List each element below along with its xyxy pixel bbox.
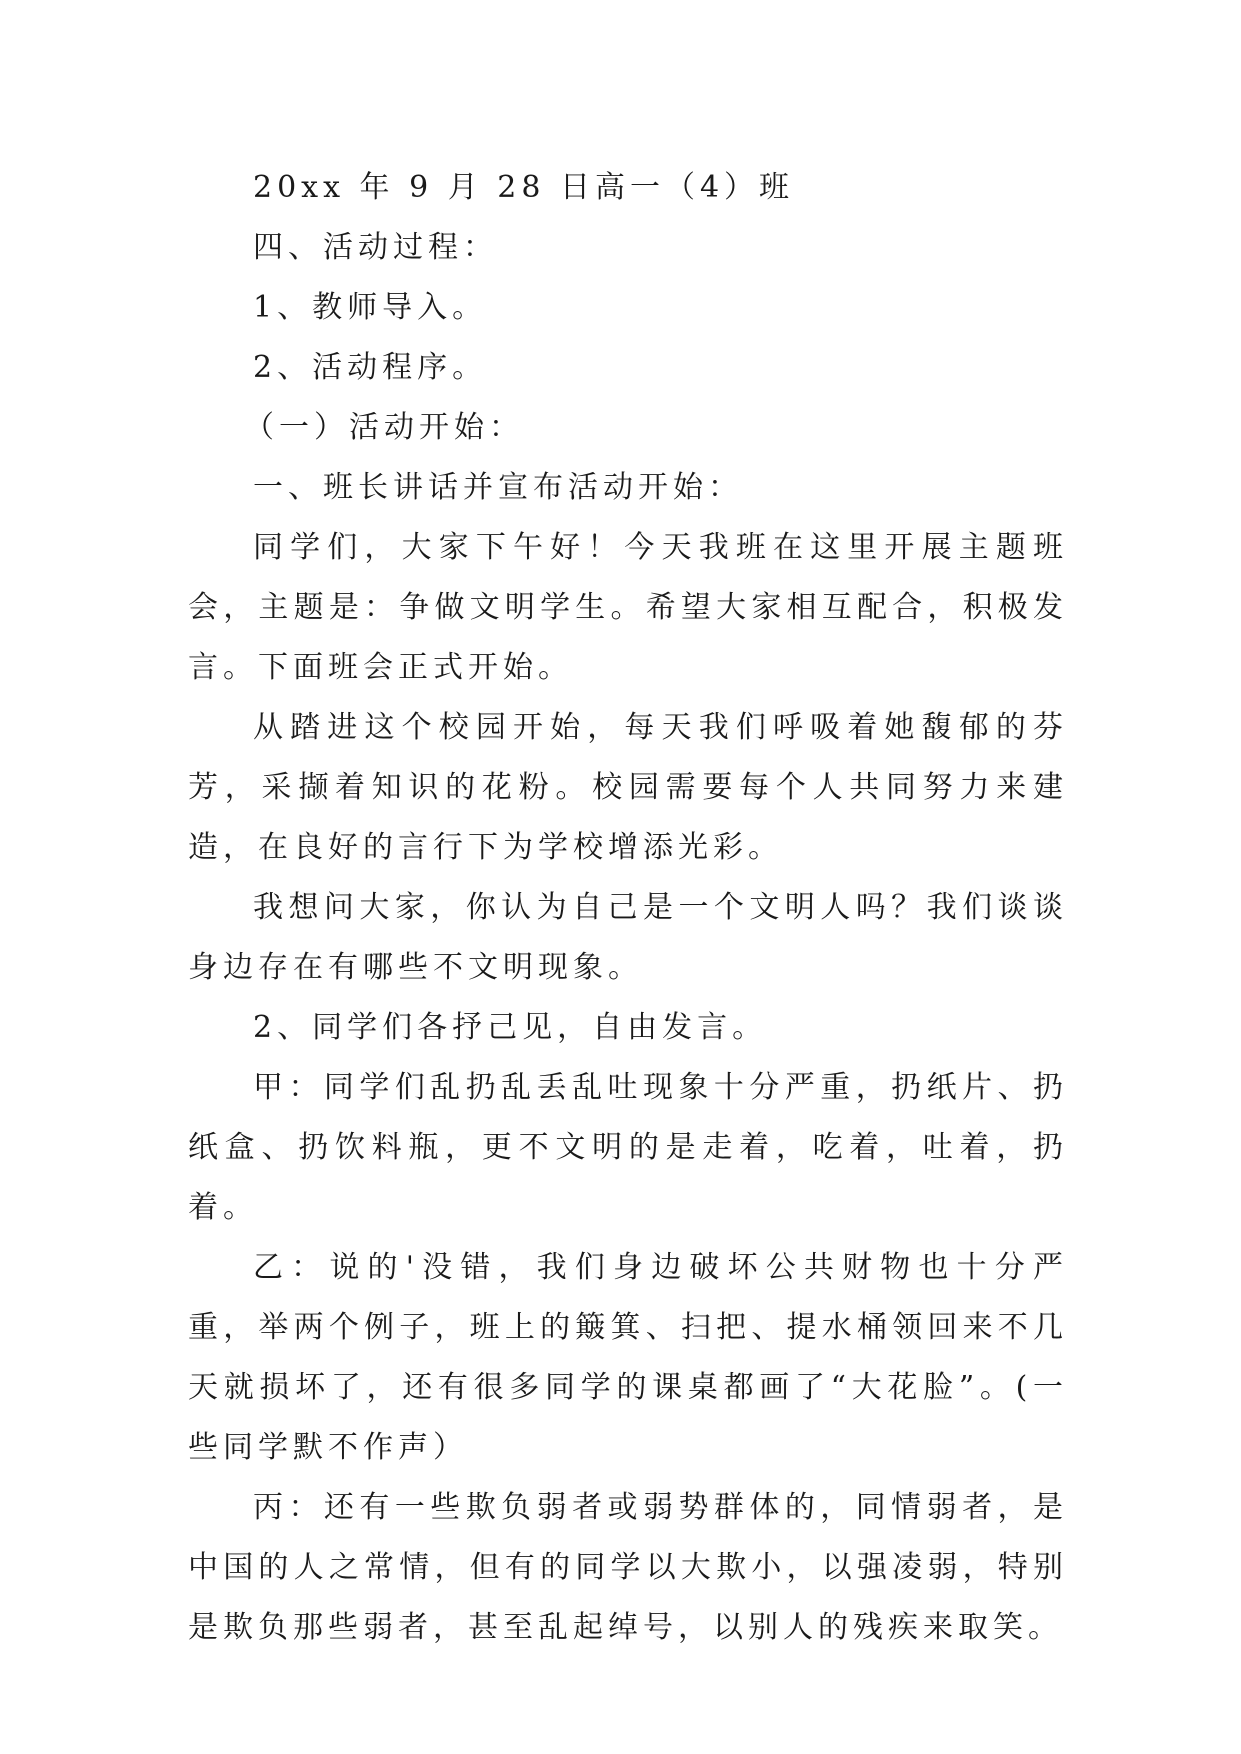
body-paragraph: 我想问大家，你认为自己是一个文明人吗？我们谈谈身边存在有哪些不文明现象。 <box>188 890 1068 985</box>
item-heading: 一、班长讲话并宣布活动开始： <box>253 470 743 505</box>
date-class-line: 20xx 年 9 月 28 日高一（4）班 <box>253 170 795 205</box>
document-body <box>188 158 1068 1658</box>
body-paragraph: 甲：同学们乱扔乱丢乱吐现象十分严重，扔纸片、扔纸盒、扔饮料瓶，更不文明的是走着，吃着，吐着，扔着。 <box>188 1070 1068 1225</box>
subsection-heading: （一）活动开始： <box>244 410 524 445</box>
section-heading: 四、活动过程： <box>253 230 498 265</box>
step-item: 1、教师导入。 <box>253 290 488 325</box>
body-paragraph: 同学们，大家下午好！今天我班在这里开展主题班会，主题是：争做文明学生。希望大家相互配合，积极发言。下面班会正式开始。 <box>188 530 1068 685</box>
item-heading: 2、同学们各抒己见，自由发言。 <box>253 1010 768 1045</box>
body-paragraph: 乙：说的'没错，我们身边破坏公共财物也十分严重，举两个例子，班上的簸箕、扫把、提水桶领回来不几天就损坏了，还有很多同学的课桌都画了“大花脸”。(一些同学默不作声） <box>188 1250 1068 1465</box>
body-paragraph: 从踏进这个校园开始，每天我们呼吸着她馥郁的芬芳，采撷着知识的花粉。校园需要每个人共同努力来建造，在良好的言行下为学校增添光彩。 <box>188 710 1068 865</box>
step-item: 2、活动程序。 <box>253 350 488 385</box>
body-paragraph: 丙：还有一些欺负弱者或弱势群体的，同情弱者，是中国的人之常情，但有的同学以大欺小，以强凌弱，特别是欺负那些弱者，甚至乱起绰号，以别人的残疾来取笑。 <box>188 1490 1068 1645</box>
